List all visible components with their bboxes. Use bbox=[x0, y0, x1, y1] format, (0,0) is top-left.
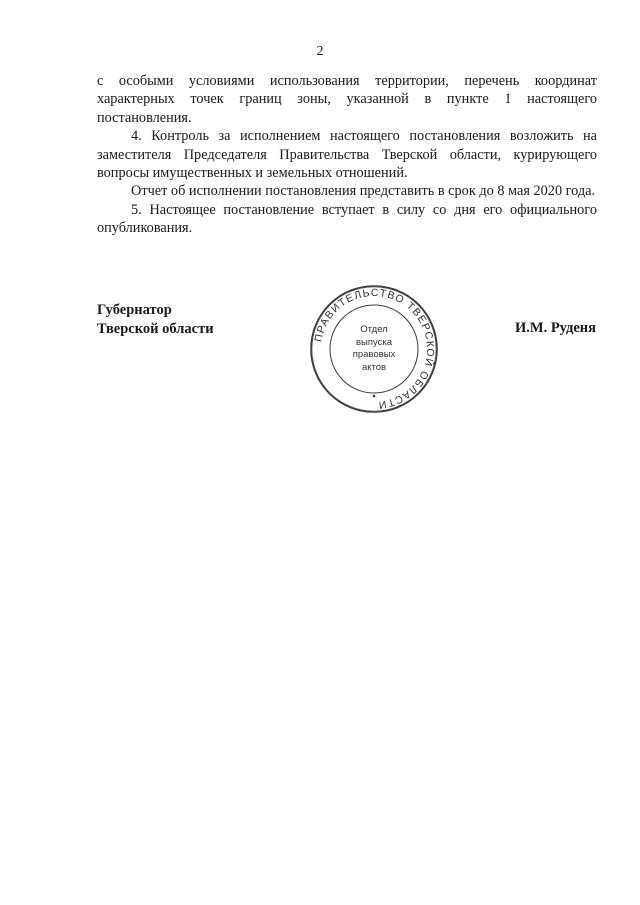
stamp-dot bbox=[373, 395, 376, 398]
signer-title bbox=[97, 301, 214, 338]
stamp-center-line: правовых bbox=[352, 349, 396, 360]
paragraph-item-4: 4. Контроль за исполнением настоящего постановления возложить на заместителя Председателя Правительства Тверской области, курирующего вопросы имущественных и земельных отношений. bbox=[97, 128, 597, 182]
page-number: 2 bbox=[316, 44, 324, 59]
paragraph-continuation: с особыми условиями использования территории, перечень координат характерных точек границ зоны, указанной в пункте 1 настоящего постановления. bbox=[97, 73, 597, 126]
body-text bbox=[97, 72, 597, 238]
official-stamp bbox=[309, 284, 439, 414]
stamp-center-line: выпуска bbox=[355, 336, 393, 348]
signer-name: И.М. Руденя bbox=[514, 320, 596, 336]
signer-title-line-1: Губернатор bbox=[97, 302, 172, 318]
signer-title-line-2: Тверской области bbox=[97, 320, 214, 337]
stamp-center-line: актов bbox=[361, 361, 387, 373]
paragraph-report-deadline: Отчет об исполнении постановления представить в срок до 8 мая 2020 года. bbox=[131, 183, 596, 200]
stamp-center-line: Отдел bbox=[360, 324, 388, 335]
paragraph-item-5: 5. Настоящее постановление вступает в силу со дня его официального опубликования. bbox=[97, 201, 597, 237]
stamp-center-text bbox=[309, 324, 439, 374]
stamp-ring-text: ПРАВИТЕЛЬСТВО ТВЕРСКОЙ ОБЛАСТИ bbox=[312, 286, 437, 411]
